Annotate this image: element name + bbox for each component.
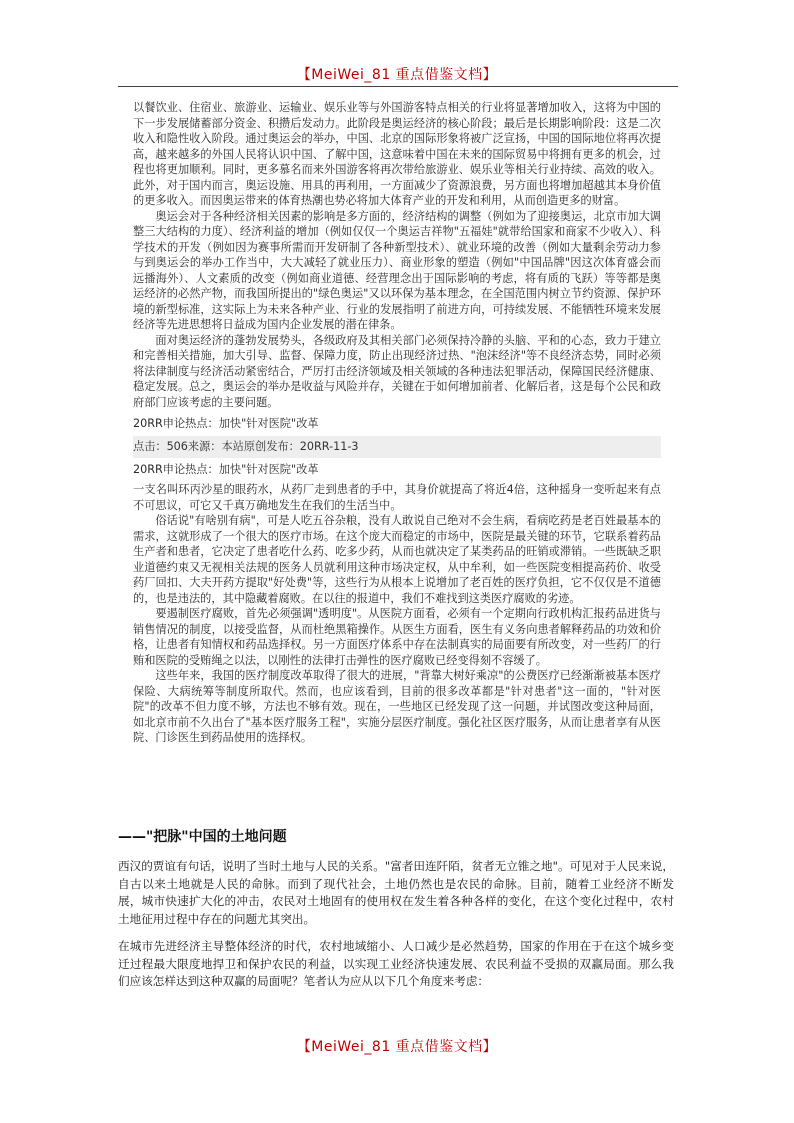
land-article (118, 858, 674, 991)
hotline-title[interactable]: 20RR申论热点：加快"针对医院"改革 (133, 417, 319, 430)
footer-title: 【MeiWei_81 重点借鉴文档】 (296, 1039, 498, 1055)
olympics-article (133, 100, 661, 746)
article-meta-bar: 点击：506来源：本站原创发布：20RR-11-3 (133, 436, 661, 458)
hospital-paragraph-1: 俗话说"有啥别有病"，可是人吃五谷杂粮，没有人敢说自己绝对不会生病，看病吃药是老百姓最基本的需求，这就形成了一个很大的医疗市场。在这个庞大而稳定的市场中，医院是最关键的环节，它联系着药品生产者和患者，它决定了患者吃什么药、吃多少药，从而也就决定了某类药品的旺销或滞销。一些既缺乏职业道德约束又无视相关法规的医务人员就利用这种市场决定权，从中牟利，如一些医院变相提高药价、收受药厂回扣、大夫开药方提取"好处费"等，这些行为从根本上说增加了老百姓的医疗负担，它不仅仅是不道德的，也是违法的，其中隐藏着腐败。在以往的报道中，我们不难找到这类医疗腐败的劣迹。 (133, 514, 661, 605)
land-section-heading: ——"把脉"中国的土地问题 (118, 829, 287, 845)
olympics-paragraph-2: 奥运会对于各种经济相关因素的影响是多方面的，经济结构的调整（例如为了迎接奥运，北京市加大调整三大结构的力度）、经济利益的增加（例如仅仅一个奥运吉祥物"五福娃"就带给国家和商家不少收入）、科学技术的开发（例如因为赛事所需而开发研制了各种新型技术）、就业环境的改善（例如大量剩余劳动力参与到奥运会的举办工作当中，大大减轻了就业压力）、商业形象的塑造（例如"中国品牌"因这次体育盛会而远播海外）、人文素质的改变（例如商业道德、经营理念出于国际影响的考虑，将有质的飞跃）等等都是奥运经济的必然产物，而我国所提出的"绿色奥运"又以环保为基本理念，在全国范围内树立节约资源、保护环境的新型标准，这实际上为未来各种产业、行业的发展指明了前进方向，可持续发展、不能牺牲环境来发展经济等先进思想将日益成为国内企业发展的潜在律条。 (133, 209, 661, 331)
land-paragraph-2: 在城市先进经济主导整体经济的时代，农村地域缩小、人口减少是必然趋势，国家的作用在于在这个城乡变迁过程最大限度地捍卫和保护农民的利益，以实现工业经济快速发展、农民利益不受损的双赢局面。那么我们应该怎样达到这种双赢的局面呢？笔者认为应从以下几个角度来考虑： (118, 939, 674, 988)
hospital-paragraph-2: 要遏制医疗腐败，首先必须强调"透明度"。从医院方面看，必须有一个定期向行政机构汇报药品进货与销售情况的制度，以接受监督，从而杜绝黑箱操作。从医生方面看，医生有义务向患者解释药品的功效和价格，让患者有知情权和药品选择权。另一方面医疗体系中存在法制真实的局面要有所改变，对一些药厂的行贿和医院的受贿绳之以法，以刚性的法律打击弹性的医疗腐败已经变得刻不容缓了。 (133, 607, 661, 667)
olympics-paragraph-1: 以餐饮业、住宿业、旅游业、运输业、娱乐业等与外国游客特点相关的行业将显著增加收入，这将为中国的下一步发展储蓄部分资金、积攒后发动力。此阶段是奥运经济的核心阶段；最后是长期影响阶段：这是二次收入和隐性收入阶段。通过奥运会的举办，中国、北京的国际形象将被广泛宣扬，中国的国际地位将再次提高，越来越多的外国人民将认识中国、了解中国，这意味着中国在未来的国际贸易中将拥有更多的机会，过程也将更加顺利。同时，更多慕名而来外国游客将再次带给旅游业、娱乐业等相关行业持续、高效的收入。此外，对于国内而言，奥运设施、用具的再利用，一方面减少了资源浪费，另方面也将增加超越其本身价值的更多收入。而因奥运带来的体育热潮也势必将加大体育产业的开发和利用，从而创造更多的财富。 (133, 101, 661, 207)
hospital-paragraph-3: 这些年来，我国的医疗制度改革取得了很大的进展，"背靠大树好乘凉"的公费医疗已经渐渐被基本医疗保险、大病统筹等制度所取代。然而，也应该看到，目前的很多改革都是"针对患者"这一面的，"针对医院"的改革不但力度不够，方法也不够有效。现在，一些地区已经发现了这一问题，并试图改变这种局面，如北京市前不久出台了"基本医疗服务工程"，实施分层医疗制度。强化社区医疗服务，从而让患者享有从医院、门诊医生到药品使用的选择权。 (133, 669, 661, 744)
header-title: 【MeiWei_81 重点借鉴文档】 (296, 67, 498, 83)
land-paragraph-1: 西汉的贾谊有句话，说明了当时土地与人民的关系。"富者田连阡陌，贫者无立锥之地"。可见对于人民来说，自古以来土地就是人民的命脉。而到了现代社会，土地仍然也是农民的命脉。目前，随着工业经济不断发展，城市快速扩大化的冲击，农民对土地固有的使用权在发生着各种各样的变化，在这个变化过程中，农村土地征用过程中存在的问题尤其突出。 (118, 859, 674, 926)
hospital-intro: 一支名叫环丙沙星的眼药水，从药厂走到患者的手中，其身价就提高了将近4倍，这种摇身一变听起来有点不可思议，可它又千真万确地发生在我们的生活当中。 (133, 483, 661, 512)
olympics-paragraph-3: 面对奥运经济的蓬勃发展势头，各级政府及其相关部门必须保持冷静的头脑、平和的心态，致力于建立和完善相关措施，加大引导、监督、保障力度，防止出现经济过热、"泡沫经济"等不良经济态势，同时必须将法律制度与经济活动紧密结合，严厉打击经济领域及相关领域的各种违法犯罪活动，保障国民经济健康、稳定发展。总之，奥运会的举办是收益与风险并存，关键在于如何增加前者、化解后者，这是每个公民和政府部门应该考虑的主要问题。 (133, 333, 661, 409)
header-divider (118, 86, 678, 87)
hotline-title-repeat: 20RR申论热点：加快"针对医院"改革 (133, 463, 319, 476)
